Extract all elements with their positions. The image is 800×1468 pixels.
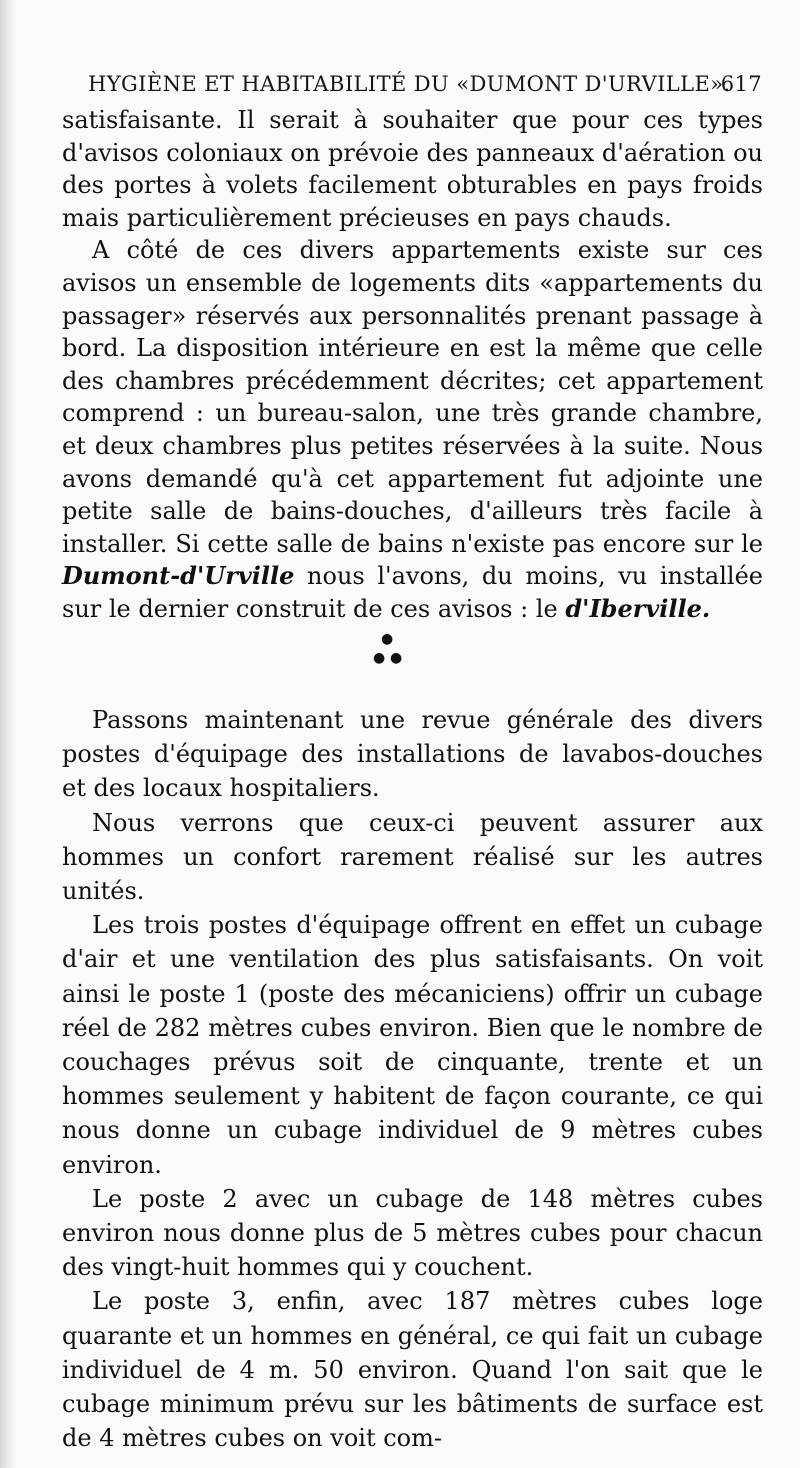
page-header bbox=[62, 66, 762, 100]
text-block-lower bbox=[62, 703, 763, 1455]
paragraph: Le poste 2 avec un cubage de 148 mètres cubes environ nous donne plus de 5 mètres cubes pour chacun des vingt-huit hommes qui y couchent. bbox=[62, 1184, 763, 1282]
paragraph: Nous verrons que ceux-ci peuvent assurer aux hommes un confort rarement réalisé sur les autres unités. bbox=[62, 808, 763, 906]
asterism-dot: ● bbox=[381, 631, 394, 647]
ship-name: Dumont-d'Urville bbox=[62, 561, 295, 591]
page-number: 617 bbox=[720, 72, 762, 96]
paragraph: Le poste 3, enfin, avec 187 mètres cubes loge quarante et un hommes en général, ce qui fait un cubage individuel de 4 m. 50 environ. Quand l'on sait que le cubage minimum prévu sur les bâtiments de surface est de 4 mètres cubes on voit com- bbox=[62, 1287, 763, 1453]
running-head: HYGIÈNE ET HABITABILITÉ DU «DUMONT D'URVILLE». bbox=[88, 72, 731, 96]
paragraph: Passons maintenant une revue générale des divers postes d'équipage des installations de lavabos-douches et des locaux hospitaliers. bbox=[62, 706, 763, 803]
asterism-separator bbox=[372, 630, 404, 670]
paragraph: satisfaisante. Il serait à souhaiter que pour ces types d'avisos coloniaux on prévoie des panneaux d'aération ou des portes à volets facilement obturables en pays froids mais particulièrement précieuses en pays chauds. bbox=[62, 106, 763, 232]
paragraph-text: A côté de ces divers appartements existe sur ces avisos un ensemble de logements dits «appartements du passager» réservés aux personnalités prenant passage à bord. La disposition intérieure en est la même que celle des chambres précédemment décrites; cet appartement comprend : un bureau-salon, une très grande chambre, et deux chambres plus petites réservées à la suite. Nous avons demandé qu'à cet appartement fut adjointe une petite salle de bains-douches, d'ailleurs très facile à installer. Si cette salle de bains n'existe pas encore sur le bbox=[62, 236, 763, 558]
scan-edge bbox=[0, 0, 16, 1468]
paragraph-text: nous l'avons, du moins, vu installée sur le dernier construit de ces avisos : le bbox=[62, 562, 763, 623]
paragraph bbox=[62, 234, 763, 625]
asterism-dot: ● bbox=[373, 650, 386, 666]
asterism-dot: ● bbox=[390, 650, 403, 666]
ship-name: d'Iberville. bbox=[565, 593, 711, 623]
text-block-upper bbox=[62, 104, 763, 626]
paragraph: Les trois postes d'équipage offrent en effet un cubage d'air et une ventilation des plus satisfaisants. On voit ainsi le poste 1 (poste des mécaniciens) offrir un cubage réel de 282 mètres cubes environ. Bien que le nombre de couchages prévus soit de cinquante, trente et un hommes seulement y habitent de façon courante, ce qui nous donne un cubage individuel de 9 mètres cubes environ. bbox=[62, 911, 763, 1179]
